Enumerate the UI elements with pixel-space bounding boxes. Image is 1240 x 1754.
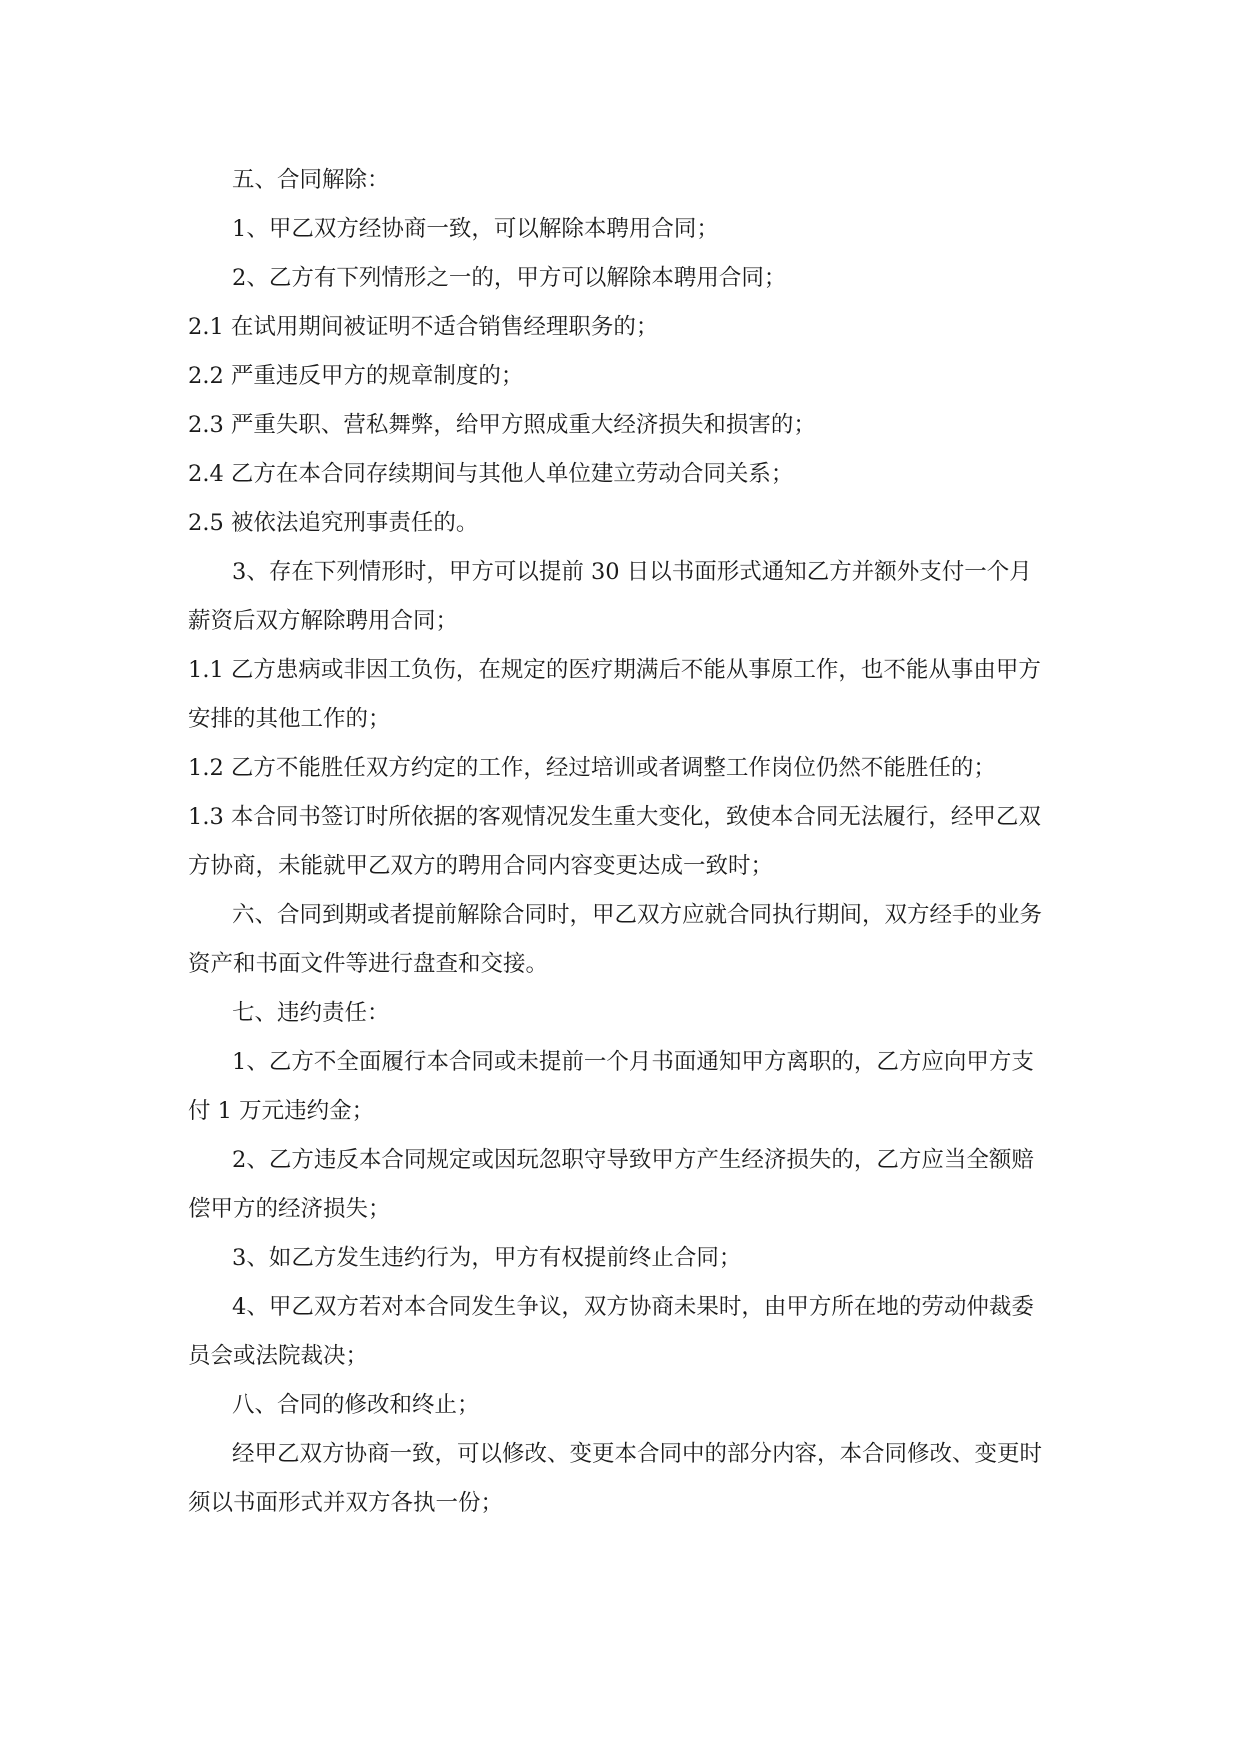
sub-clause: 1.2 乙方不能胜任双方约定的工作，经过培训或者调整工作岗位仍然不能胜任的； (188, 755, 996, 781)
section-heading-amendment: 八、合同的修改和终止； (232, 1392, 480, 1418)
sub-clause: 2.4 乙方在本合同存续期间与其他人单位建立劳动合同关系； (188, 461, 794, 487)
section-paragraph-handover: 六、合同到期或者提前解除合同时，甲乙双方应就合同执行期间，双方经手的业务资产和书面文件等进行盘查和交接。 (188, 902, 1043, 977)
clause-paragraph: 1、甲乙双方经协商一致，可以解除本聘用合同； (232, 216, 719, 242)
clause-paragraph: 3、存在下列情形时，甲方可以提前 30 日以书面形式通知乙方并额外支付一个月薪资后双方解除聘用合同； (188, 559, 1032, 634)
sub-clause: 1.1 乙方患病或非因工负伤，在规定的医疗期满后不能从事原工作，也不能从事由甲方安排的其他工作的； (188, 657, 1041, 732)
clause-paragraph: 2、乙方有下列情形之一的，甲方可以解除本聘用合同； (232, 265, 787, 291)
clause-paragraph: 经甲乙双方协商一致，可以修改、变更本合同中的部分内容，本合同修改、变更时须以书面形式并双方各执一份； (188, 1441, 1043, 1516)
sub-clause: 2.3 严重失职、营私舞弊，给甲方照成重大经济损失和损害的； (188, 412, 816, 438)
clause-paragraph: 3、如乙方发生违约行为，甲方有权提前终止合同； (232, 1245, 742, 1271)
document-body (188, 156, 1054, 1528)
sub-clause: 2.2 严重违反甲方的规章制度的； (188, 363, 524, 389)
sub-clause: 1.3 本合同书签订时所依据的客观情况发生重大变化，致使本合同无法履行，经甲乙双方协商，未能就甲乙双方的聘用合同内容变更达成一致时； (188, 804, 1041, 879)
clause-paragraph: 2、乙方违反本合同规定或因玩忽职守导致甲方产生经济损失的，乙方应当全额赔偿甲方的经济损失； (188, 1147, 1034, 1222)
section-heading-liability: 七、违约责任： (232, 1000, 390, 1026)
sub-clause: 2.5 被依法追究刑事责任的。 (188, 510, 479, 536)
section-heading-termination: 五、合同解除： (232, 167, 390, 193)
sub-clause: 2.1 在试用期间被证明不适合销售经理职务的； (188, 314, 659, 340)
clause-paragraph: 1、乙方不全面履行本合同或未提前一个月书面通知甲方离职的，乙方应向甲方支付 1 万元违约金； (188, 1049, 1034, 1124)
clause-paragraph: 4、甲乙双方若对本合同发生争议，双方协商未果时，由甲方所在地的劳动仲裁委员会或法院裁决； (188, 1294, 1034, 1369)
